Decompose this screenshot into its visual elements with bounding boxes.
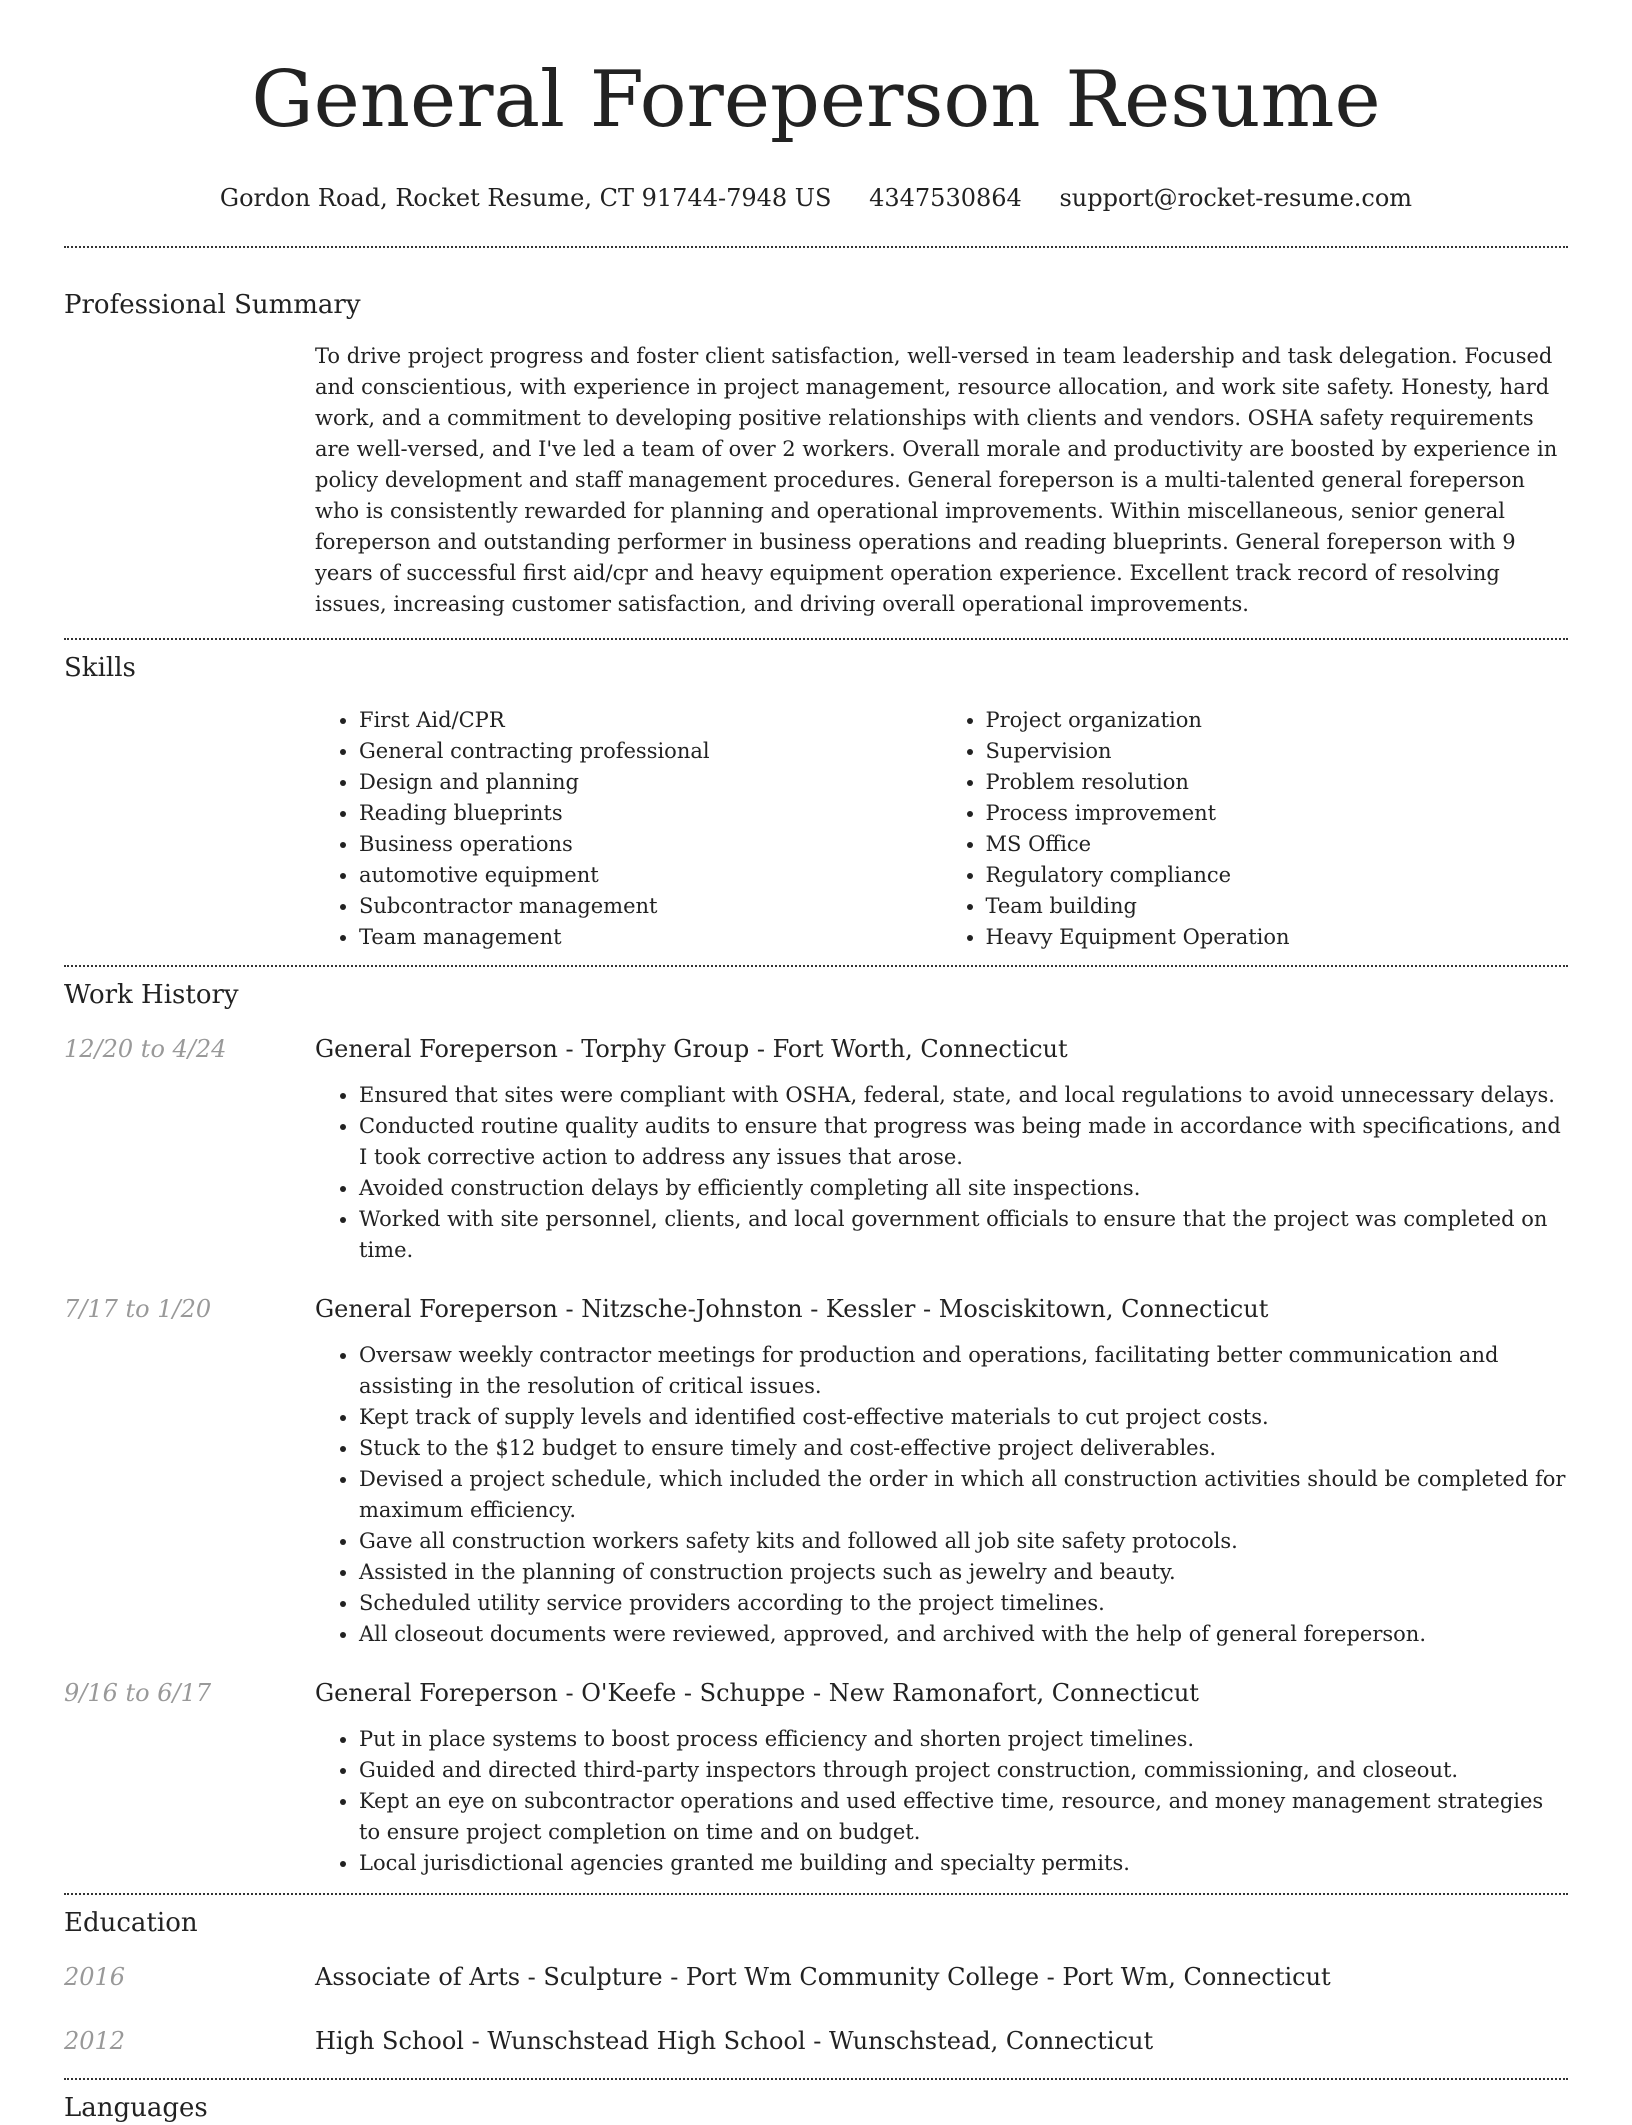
job-entry: [64, 1032, 1568, 1266]
job-bullet: • Local jurisdictional agencies granted me building and specialty permits.: [359, 1848, 1568, 1879]
job-bullet: • Kept an eye on subcontractor operations and used effective time, resource, and money management strategies to ensure project completion on time and on budget.: [359, 1786, 1568, 1848]
skill-item: • Business operations: [359, 829, 942, 860]
contact-email: support@rocket-resume.com: [1059, 184, 1413, 212]
job-bullet: • Gave all construction workers safety kits and followed all job site safety protocols.: [359, 1526, 1568, 1557]
resume-title: General Foreperson Resume: [251, 55, 1381, 145]
job-title: General Foreperson - Nitzsche-Johnston - Kessler - Mosciskitown, Connecticut: [315, 1295, 1269, 1323]
contact-line: [64, 182, 1568, 214]
job-header: [64, 1676, 1568, 1710]
skill-item: • Team building: [986, 891, 1569, 922]
summary-heading: Professional Summary: [64, 290, 361, 320]
skills-list: [315, 705, 1568, 953]
summary-section: [315, 341, 1568, 620]
summary-text: To drive project progress and foster client satisfaction, well-versed in team leadership and task delegation. Focused and conscientious, with experience in project management, resource allocation, and work site safety. Honesty, hard work, and a commitment to developing positive relationships with clients and vendors. OSHA safety requirements are well-versed, and I've led a team of over 2 workers. Overall morale and productivity are boosted by experience in policy development and staff management procedures. General foreperson is a multi-talented general foreperson who is consistently rewarded for planning and operational improvements. Within miscellaneous, senior general foreperson and outstanding performer in business operations and reading blueprints. General foreperson with 9 years of successful first aid/cpr and heavy equipment operation experience. Excellent track record of resolving issues, increasing customer satisfaction, and driving overall operational improvements.: [315, 344, 1558, 616]
skill-item: • Problem resolution: [986, 767, 1569, 798]
job-bullet: • Oversaw weekly contractor meetings for production and operations, facilitating better communication and assisting in the resolution of critical issues.: [359, 1340, 1568, 1402]
contact-address: Gordon Road, Rocket Resume, CT 91744-7948 US: [219, 184, 832, 212]
job-bullet: • Guided and directed third-party inspectors through project construction, commissioning, and closeout.: [359, 1755, 1568, 1786]
job-bullets: [315, 1724, 1568, 1879]
job-bullet: • Ensured that sites were compliant with OSHA, federal, state, and local regulations to avoid unnecessary delays.: [359, 1080, 1568, 1111]
skill-item: • Project organization: [986, 705, 1569, 736]
job-details: [315, 1340, 1568, 1650]
skill-item: • First Aid/CPR: [359, 705, 942, 736]
job-entry: [64, 1292, 1568, 1650]
job-bullet: • Conducted routine quality audits to ensure that progress was being made in accordance with specifications, and I took corrective action to address any issues that arose.: [359, 1111, 1568, 1173]
skill-item: • Supervision: [986, 736, 1569, 767]
divider: [64, 638, 1568, 640]
divider: [64, 2078, 1568, 2080]
skill-item: • Heavy Equipment Operation: [986, 922, 1569, 953]
skill-item: • MS Office: [986, 829, 1569, 860]
education-year: 2012: [64, 2027, 126, 2055]
education-text: High School - Wunschstead High School - Wunschstead, Connecticut: [315, 2027, 1154, 2055]
contact-phone: 4347530864: [869, 184, 1022, 212]
skills-column-left: [315, 705, 942, 953]
job-bullet: • Worked with site personnel, clients, and local government officials to ensure that the project was completed on time.: [359, 1204, 1568, 1266]
job-bullet: • Stuck to the $12 budget to ensure timely and cost-effective project deliverables.: [359, 1433, 1568, 1464]
job-dates: 7/17 to 1/20: [64, 1295, 212, 1323]
resume-page: [64, 0, 1568, 2125]
education-entry: [64, 1960, 1568, 1994]
skill-item: • Design and planning: [359, 767, 942, 798]
work-history-list: [64, 1032, 1568, 1879]
skill-item: • automotive equipment: [359, 860, 942, 891]
skill-item: • General contracting professional: [359, 736, 942, 767]
skills-heading: Skills: [64, 653, 136, 683]
job-bullets: [315, 1340, 1568, 1650]
job-title: General Foreperson - O'Keefe - Schuppe - New Ramonafort, Connecticut: [315, 1679, 1199, 1707]
education-year: 2016: [64, 1963, 126, 1991]
job-bullet: • Devised a project schedule, which included the order in which all construction activities should be completed for maximum efficiency.: [359, 1464, 1568, 1526]
education-text: Associate of Arts - Sculpture - Port Wm Community College - Port Wm, Connecticut: [315, 1963, 1331, 1991]
job-dates: 9/16 to 6/17: [64, 1679, 212, 1707]
skill-item: • Subcontractor management: [359, 891, 942, 922]
job-header: [64, 1292, 1568, 1326]
job-bullet: • Scheduled utility service providers according to the project timelines.: [359, 1588, 1568, 1619]
job-dates: 12/20 to 4/24: [64, 1035, 227, 1063]
job-details: [315, 1724, 1568, 1879]
divider: [64, 965, 1568, 967]
job-header: [64, 1032, 1568, 1066]
job-bullet: • All closeout documents were reviewed, approved, and archived with the help of general foreperson.: [359, 1619, 1568, 1650]
education-list: [64, 1960, 1568, 2058]
job-bullet: • Assisted in the planning of construction projects such as jewelry and beauty.: [359, 1557, 1568, 1588]
skill-item: • Team management: [359, 922, 942, 953]
job-bullet: • Avoided construction delays by efficiently completing all site inspections.: [359, 1173, 1568, 1204]
job-bullet: • Put in place systems to boost process efficiency and shorten project timelines.: [359, 1724, 1568, 1755]
skill-item: • Reading blueprints: [359, 798, 942, 829]
languages-heading: Languages: [64, 2093, 208, 2123]
divider: [64, 1893, 1568, 1895]
job-entry: [64, 1676, 1568, 1879]
education-heading: Education: [64, 1908, 198, 1938]
job-title: General Foreperson - Torphy Group - Fort Worth, Connecticut: [315, 1035, 1068, 1063]
divider: [64, 246, 1568, 248]
job-details: [315, 1080, 1568, 1266]
work-heading: Work History: [64, 980, 239, 1010]
skills-column-right: [942, 705, 1569, 953]
job-bullet: • Kept track of supply levels and identified cost-effective materials to cut project costs.: [359, 1402, 1568, 1433]
skill-item: • Regulatory compliance: [986, 860, 1569, 891]
job-bullets: [315, 1080, 1568, 1266]
education-entry: [64, 2024, 1568, 2058]
skill-item: • Process improvement: [986, 798, 1569, 829]
